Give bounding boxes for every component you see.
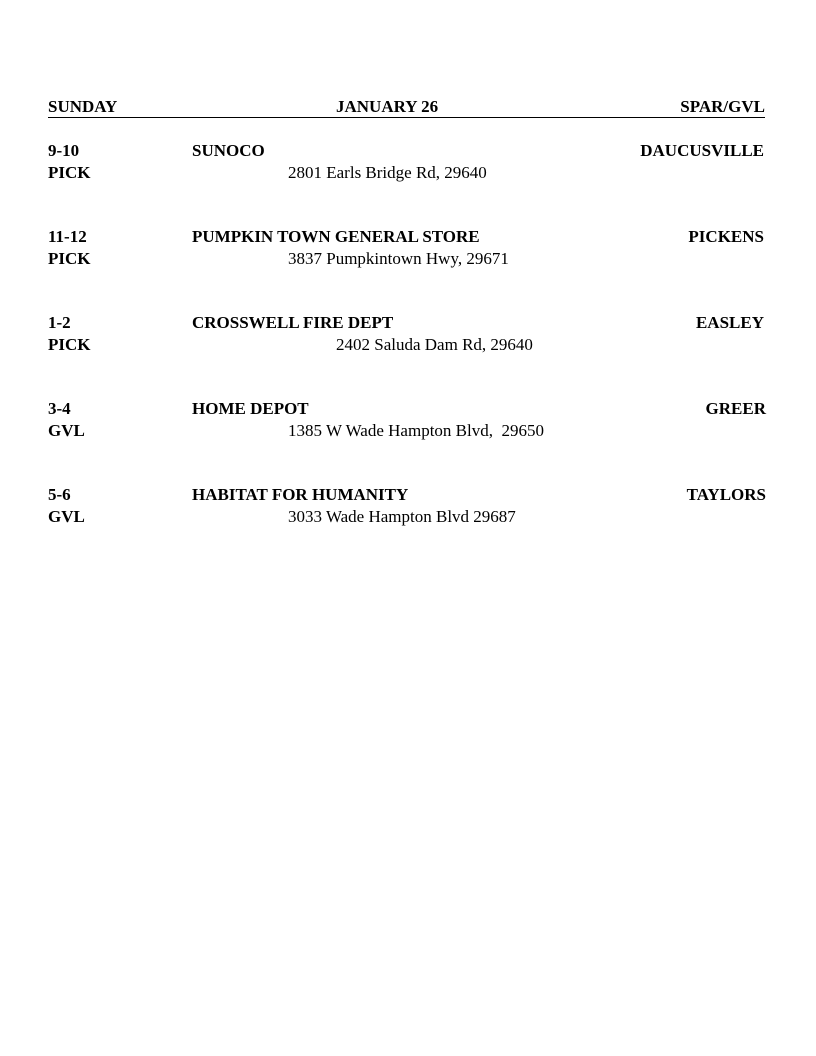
entry-city: GREER <box>705 399 766 418</box>
entry-time: 3-4 <box>48 399 71 418</box>
entry-address: 3033 Wade Hampton Blvd 29687 <box>288 507 516 526</box>
header-day: SUNDAY <box>48 97 118 116</box>
entry-city: PICKENS <box>688 227 764 246</box>
entry-city: TAYLORS <box>686 485 766 504</box>
entry-time: 11-12 <box>48 227 87 246</box>
entry-time: 9-10 <box>48 141 80 160</box>
entry-city: DAUCUSVILLE <box>640 141 764 160</box>
entry-address: 3837 Pumpkintown Hwy, 29671 <box>288 249 509 268</box>
schedule-entry <box>48 398 768 442</box>
entry-time: 5-6 <box>48 485 71 504</box>
entry-city: EASLEY <box>695 313 764 332</box>
entry-area: PICK <box>48 249 91 268</box>
schedule-entry <box>48 484 768 528</box>
entry-area: PICK <box>48 163 91 182</box>
schedule-entry <box>48 140 768 184</box>
header-date: JANUARY 26 <box>336 97 439 116</box>
schedule-entry <box>48 226 768 270</box>
entry-area: GVL <box>48 421 85 440</box>
schedule-entry <box>48 312 768 356</box>
entry-venue: PUMPKIN TOWN GENERAL STORE <box>192 227 480 246</box>
entry-address: 2801 Earls Bridge Rd, 29640 <box>288 163 487 182</box>
schedule-header <box>48 97 765 118</box>
header-region: SPAR/GVL <box>680 97 765 116</box>
entry-venue: HOME DEPOT <box>192 399 309 418</box>
entry-area: GVL <box>48 507 85 526</box>
entry-venue: CROSSWELL FIRE DEPT <box>192 313 394 332</box>
entry-area: PICK <box>48 335 91 354</box>
entry-venue: HABITAT FOR HUMANITY <box>192 485 409 504</box>
entry-address: 2402 Saluda Dam Rd, 29640 <box>336 335 533 354</box>
entry-time: 1-2 <box>48 313 71 332</box>
entry-venue: SUNOCO <box>192 141 265 160</box>
entry-address: 1385 W Wade Hampton Blvd, 29650 <box>288 421 544 440</box>
